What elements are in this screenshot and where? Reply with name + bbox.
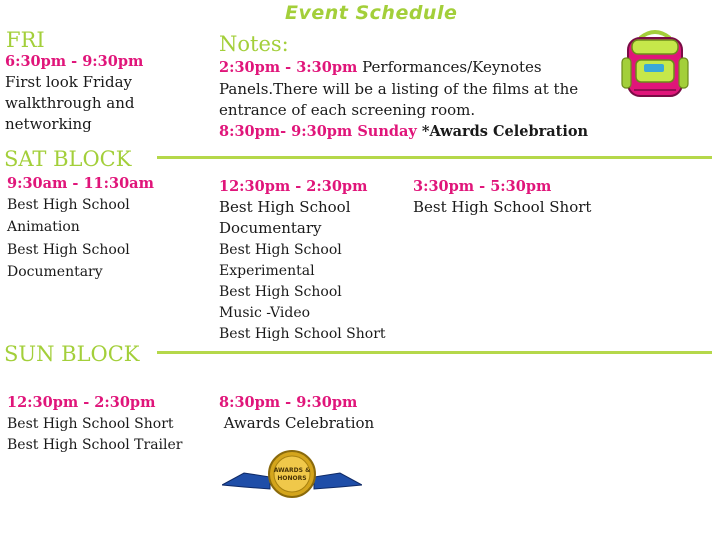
sat-col2-item: Best High School: [219, 284, 342, 300]
fri-desc-3: networking: [5, 115, 92, 133]
backpack-icon: [620, 24, 690, 100]
sat-col1-time: 9:30am - 11:30am: [7, 175, 154, 192]
sat-col1-item: Best High School: [7, 242, 130, 258]
sun-col1-time: 12:30pm - 2:30pm: [7, 394, 156, 411]
fri-desc-2: walkthrough and: [5, 94, 135, 112]
notes-line-4: [219, 121, 588, 142]
sat-divider: [157, 156, 712, 159]
sun-heading: SUN BLOCK: [4, 342, 140, 366]
fri-desc-1: First look Friday: [5, 73, 132, 91]
sun-col2-time: 8:30pm - 9:30pm: [219, 394, 358, 411]
notes-heading: Notes:: [219, 32, 289, 56]
notes-time-2: 8:30pm- 9:30pm Sunday: [219, 123, 417, 140]
sun-col1-item: Best High School Short: [7, 416, 174, 432]
sat-col1-item: Animation: [7, 219, 80, 235]
notes-text-1: Performances/Keynotes: [357, 58, 542, 76]
fri-time: 6:30pm - 9:30pm: [5, 53, 144, 70]
sat-col1-item: Best High School: [7, 197, 130, 213]
sat-col2-item: Documentary: [219, 219, 322, 237]
sat-col3-time: 3:30pm - 5:30pm: [413, 178, 552, 195]
sat-col2-item: Best High School Short: [219, 326, 386, 342]
sat-col2-item: Best High School: [219, 242, 342, 258]
badge-line-2: HONORS: [277, 475, 307, 482]
notes-line-1: [219, 57, 542, 78]
notes-line-3: entrance of each screening room.: [219, 101, 476, 119]
sun-col1-item: Best High School Trailer: [7, 437, 183, 453]
sat-col1-item: Documentary: [7, 264, 103, 280]
sun-col2-item: Awards Celebration: [219, 414, 375, 432]
fri-heading: FRI: [6, 28, 45, 52]
awards-medal-icon: [222, 449, 362, 499]
sun-divider: [157, 351, 712, 354]
sat-col3-item: Best High School Short: [413, 198, 592, 216]
sat-col2-item: Best High School: [219, 198, 351, 216]
notes-text-2: *Awards Celebration: [416, 123, 589, 140]
notes-time-1: 2:30pm - 3:30pm: [219, 59, 358, 76]
sat-col2-item: Experimental: [219, 263, 315, 279]
page-title: Event Schedule: [285, 2, 458, 24]
badge-line-1: AWARDS &: [273, 467, 311, 474]
notes-line-2: Panels.There will be a listing of the films at the: [219, 80, 579, 98]
sat-col2-time: 12:30pm - 2:30pm: [219, 178, 368, 195]
sat-heading: SAT BLOCK: [4, 147, 132, 171]
sat-col2-item: Music -Video: [219, 305, 311, 321]
